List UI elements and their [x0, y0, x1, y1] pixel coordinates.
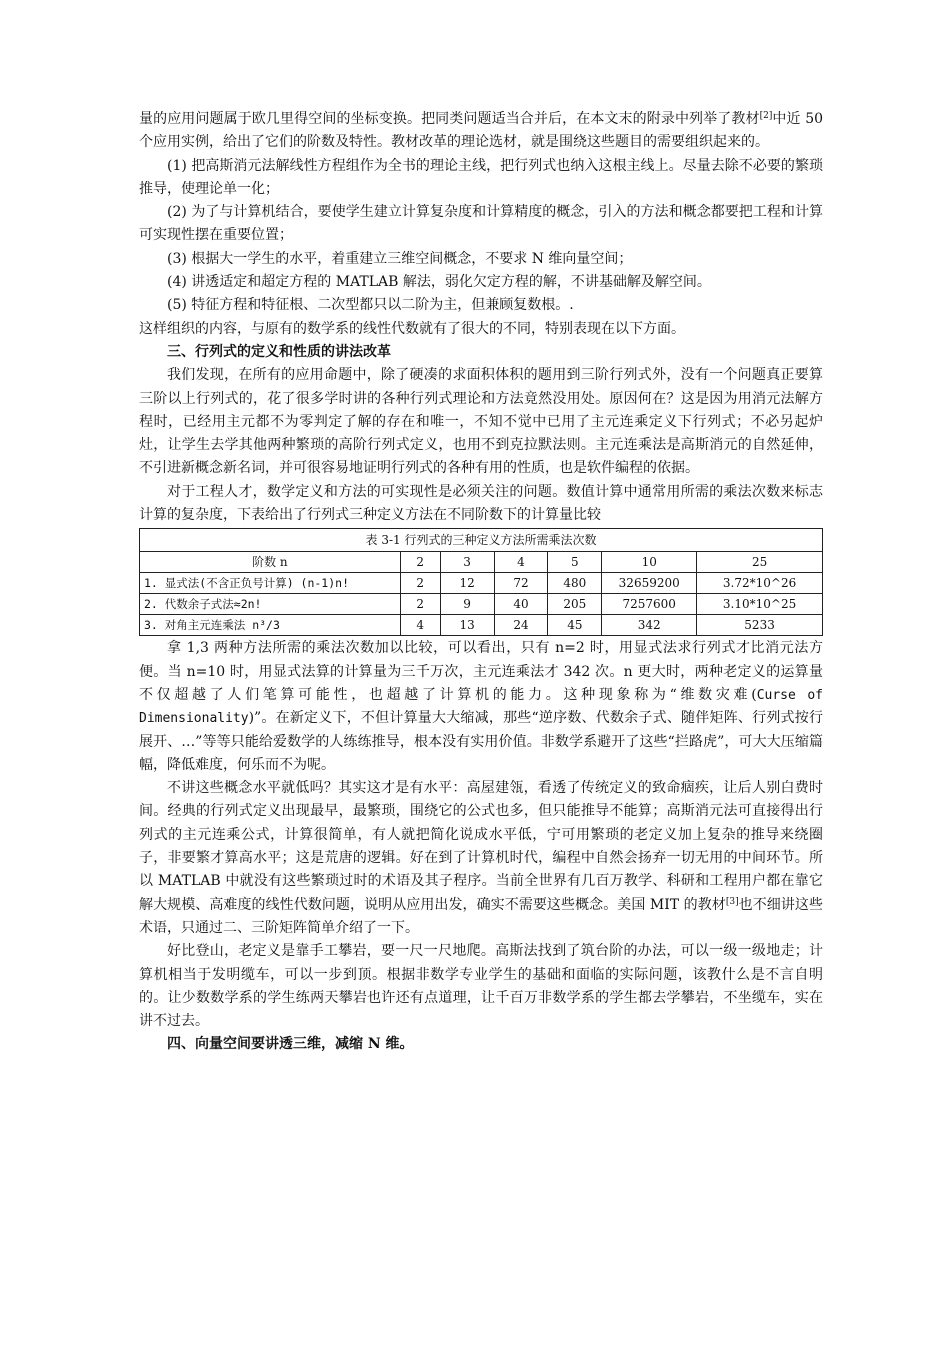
table-cell: 5233	[697, 615, 823, 636]
table-cell: 2	[400, 573, 440, 594]
header-order: 10	[602, 552, 697, 573]
table-cell: 45	[548, 615, 602, 636]
table-cell: 205	[548, 594, 602, 615]
paragraph-level: 不讲这些概念水平就低吗？其实这才是有水平：高屋建瓴，看透了传统定义的致命痼疾，让后人别白费时间。经典的行列式定义出现最早，最繁琐，围绕它的公式也多，但只能推导不能算；高斯消元法可直接得出行列式的主元连乘公式，计算很简单，有人就把简化说成水平低，宁可用繁琐的老定义加上复杂的推导来绕圈子，非要繁才算高水平；这是荒唐的逻辑。好在到了计算机时代，编程中自然会扬弃一切无用的中间环节。所以 MATLAB 中就没有这些繁琐过时的术语及其子程序。当前全世界有几百万教学、科研和工程用户都在靠它解大规模、高难度的线性代数问题，说明从应用出发，确实不需要这些概念。美国 MIT 的教材[3]也不细讲这些术语，只通过二、三阶矩阵简单介绍了一下。	[139, 780, 823, 936]
list-item-1: (1) 把高斯消元法解线性方程组作为全书的理论主线，把行列式也纳入这根主线上。尽量去除不必要的繁琐推导，使理论单一化；	[139, 157, 823, 197]
header-order: 4	[494, 552, 548, 573]
paragraph-engineering: 对于工程人才，数学定义和方法的可实现性是必须关注的问题。数值计算中通常用所需的乘法次数来标志计算的复杂度，下表给出了行列式三种定义方法在不同阶数下的计算量比较	[139, 483, 823, 524]
paragraph-discovery: 我们发现，在所有的应用命题中，除了硬凑的求面积体积的题用到三阶行列式外，没有一个问题真正要算三阶以上行列式的，花了很多学时讲的各种行列式理论和方法竟然没用处。原因何在？这是因为用消元法解方程时，已经用主元都不为零判定了解的存在和唯一，不知不觉中已用了主元连乘定义下行列式；不必另起炉灶，让学生去学其他两种繁琐的高阶行列式定义，也用不到克拉默法则。主元连乘法是高斯消元的自然延伸，不引进新概念新名词，并可很容易地证明行列式的各种有用的性质，也是软件编程的依据。	[139, 367, 823, 477]
table-cell: 3.72*10^26	[697, 573, 823, 594]
method-name: 2. 代数余子式法≈2n!	[140, 594, 401, 615]
table-caption: 表 3-1 行列式的三种定义方法所需乘法次数	[140, 529, 823, 552]
header-order: 2	[400, 552, 440, 573]
table-cell: 24	[494, 615, 548, 636]
multiplication-count-table	[139, 528, 823, 636]
document-page	[139, 108, 823, 1057]
table-cell: 480	[548, 573, 602, 594]
table-row	[140, 615, 823, 636]
header-order: 5	[548, 552, 602, 573]
table-cell: 3.10*10^25	[697, 594, 823, 615]
citation-2: [2]	[759, 111, 773, 121]
paragraph-comparison: 拿 1,3 两种方法所需的乘法次数加以比较，可以看出，只有 n=2 时，用显式法求行列式才比消元法方便。当 n=10 时，用显式法算的计算量为三千万次，主元连乘法才 342 次。n 更大时，两种老定义的运算量不仅超越了人们笔算可能性，也超越了计算机的能力。这种现象称为“维数灾难(Curse of Dimensionality)”。在新定义下，不但计算量大大缩减，那些“逆序数、代数余子式、随伴矩阵、行列式按行展开、…”等等只能给爱数学的人练练推导，根本没有实用价值。非数学系避开了这些“拦路虎”，可大大压缩篇幅，降低难度，何乐而不为呢。	[139, 640, 823, 773]
table-row	[140, 573, 823, 594]
table-cell: 72	[494, 573, 548, 594]
section-heading-4: 四、向量空间要讲透三维，减缩 N 维。	[167, 1036, 414, 1053]
table-cell: 40	[494, 594, 548, 615]
paragraph-intro: 量的应用问题属于欧几里得空间的坐标变换。把同类问题适当合并后，在本文末的附录中列举了教材[2]中近 50 个应用实例，给出了它们的阶数及特性。教材改革的理论选材，就是围绕这些题目的需要组织起来的。	[139, 111, 824, 151]
table-row	[140, 594, 823, 615]
table-caption-row	[140, 529, 823, 552]
table-header-row	[140, 552, 823, 573]
list-item-3: (3) 根据大一学生的水平，着重建立三维空间概念，不要求 N 维向量空间；	[167, 250, 633, 267]
paragraph-climbing: 好比登山，老定义是靠手工攀岩，要一尺一尺地爬。高斯法找到了筑台阶的办法，可以一级一级地走；计算机相当于发明缆车，可以一步到顶。根据非数学专业学生的基础和面临的实际问题，该教什么是不言自明的。让少数数学系的学生练两天攀岩也许还有点道理，让千百万非数学系的学生都去学攀岩，不坐缆车，实在讲不过去。	[139, 943, 823, 1030]
paragraph-summary: 这样组织的内容，与原有的数学系的线性代数就有了很大的不同，特别表现在以下方面。	[139, 320, 685, 337]
table-cell: 7257600	[602, 594, 697, 615]
list-item-4: (4) 讲透适定和超定方程的 MATLAB 解法，弱化欠定方程的解，不讲基础解及解空间。	[167, 274, 711, 291]
list-item-5: (5) 特征方程和特征根、二次型都只以二阶为主，但兼顾复数根。.	[167, 297, 574, 314]
method-name: 3. 对角主元连乘法 n³/3	[140, 615, 401, 636]
table-cell: 13	[440, 615, 494, 636]
header-order: 3	[440, 552, 494, 573]
header-order-label: 阶数 n	[140, 552, 401, 573]
section-heading-3: 三、行列式的定义和性质的讲法改革	[167, 343, 391, 360]
header-order: 25	[697, 552, 823, 573]
table-cell: 2	[400, 594, 440, 615]
method-name: 1. 显式法(不含正负号计算) (n-1)n!	[140, 573, 401, 594]
table-cell: 9	[440, 594, 494, 615]
table-cell: 342	[602, 615, 697, 636]
table-cell: 4	[400, 615, 440, 636]
citation-3: [3]	[725, 896, 739, 907]
curse-of-dimensionality-term: Curse of Dimensionality	[139, 687, 823, 727]
table-cell: 32659200	[602, 573, 697, 594]
table-cell: 12	[440, 573, 494, 594]
list-item-2: (2) 为了与计算机结合，要使学生建立计算复杂度和计算精度的概念，引入的方法和概念都要把工程和计算可实现性摆在重要位置；	[139, 204, 823, 244]
